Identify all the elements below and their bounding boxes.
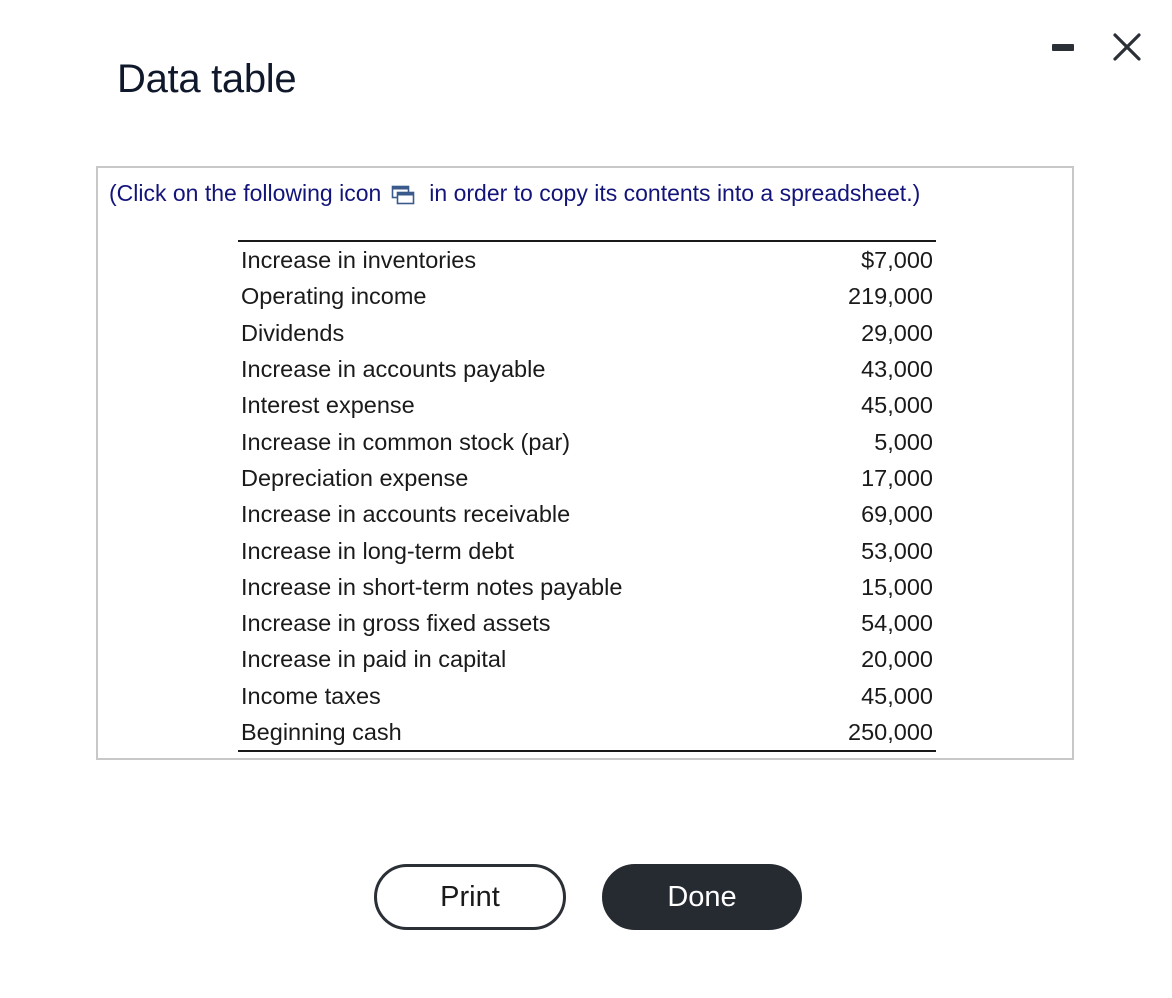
row-label: Operating income [241,283,427,310]
data-table-panel [96,166,1074,760]
row-label: Increase in gross fixed assets [241,610,551,637]
window-controls [1050,30,1144,64]
row-value: 45,000 [861,392,933,419]
table-row [238,569,936,605]
table-row [238,241,936,278]
row-value: 219,000 [848,283,933,310]
table-row [238,423,936,459]
table-row [238,714,936,751]
row-value: 20,000 [861,646,933,673]
table-row [238,496,936,532]
row-value: 69,000 [861,501,933,528]
copy-instruction [109,180,920,207]
table-row [238,641,936,677]
row-value: 53,000 [861,537,933,564]
row-value: 43,000 [861,356,933,383]
dialog-title: Data table [117,57,297,101]
close-button[interactable] [1110,30,1144,64]
row-value: 250,000 [848,719,933,745]
instruction-text-before: (Click on the following icon [109,180,382,206]
table-row [238,351,936,387]
row-label: Interest expense [241,392,415,419]
table-row [238,605,936,641]
table-row [238,278,936,314]
row-label: Depreciation expense [241,464,469,491]
row-value: 5,000 [874,428,933,455]
row-value: 15,000 [861,573,933,600]
row-label: Increase in short-term notes payable [241,573,623,600]
done-button[interactable]: Done [602,864,802,930]
row-value: $7,000 [861,247,933,274]
row-label: Income taxes [241,682,381,709]
row-label: Increase in paid in capital [241,646,507,673]
row-label: Increase in inventories [241,247,477,274]
minimize-button[interactable] [1050,30,1076,64]
row-label: Increase in long-term debt [241,537,515,564]
close-icon [1112,32,1142,62]
row-value: 29,000 [861,319,933,346]
row-label: Increase in common stock (par) [241,428,571,455]
table-row [238,315,936,351]
row-label: Beginning cash [241,719,402,745]
row-value: 17,000 [861,464,933,491]
table-row [238,678,936,714]
row-value: 54,000 [861,610,933,637]
table-row [238,387,936,423]
table-row [238,460,936,496]
copy-to-spreadsheet-icon[interactable] [391,184,415,204]
row-label: Increase in accounts receivable [241,501,571,528]
table-row [238,532,936,568]
minimize-icon [1052,44,1074,51]
print-button[interactable]: Print [374,864,566,930]
instruction-text-after: in order to copy its contents into a spreadsheet.) [429,180,921,206]
financial-data-table [238,240,936,752]
row-label: Increase in accounts payable [241,356,546,383]
row-value: 45,000 [861,682,933,709]
row-label: Dividends [241,319,345,346]
